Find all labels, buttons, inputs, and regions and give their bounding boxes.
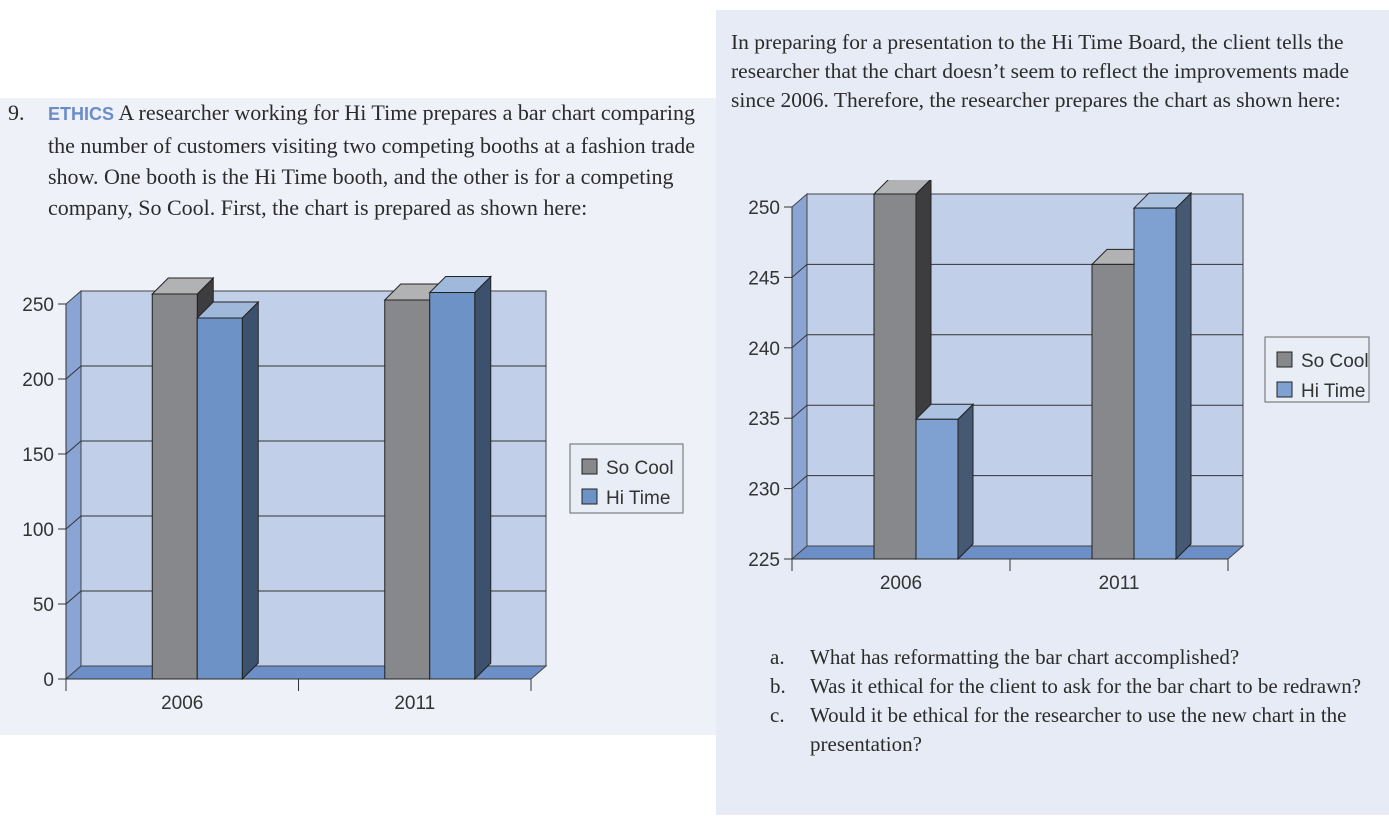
y-tick-label: 250 xyxy=(748,198,780,219)
legend-swatch xyxy=(1277,352,1292,367)
question-text: Would it be ethical for the researcher to use the new chart in the presentation? xyxy=(810,703,1347,756)
question-item xyxy=(770,701,1370,759)
y-tick-label: 230 xyxy=(748,479,780,501)
x-tick-label: 2006 xyxy=(161,693,204,714)
problem-statement xyxy=(8,97,698,223)
bar xyxy=(385,300,430,679)
question-letter: a. xyxy=(770,645,785,669)
question-text: Was it ethical for the client to ask for the bar chart to be redrawn? xyxy=(810,674,1362,698)
legend-label: Hi Time xyxy=(606,488,671,509)
y-tick-label: 0 xyxy=(43,670,54,691)
bar xyxy=(430,293,475,680)
question-text: What has reformatting the bar chart accomplished? xyxy=(810,645,1240,669)
questions-list xyxy=(770,643,1370,759)
y-tick-label: 150 xyxy=(22,445,54,466)
y-tick-label: 235 xyxy=(748,409,780,431)
chart-reformatted xyxy=(716,180,1389,600)
legend-swatch xyxy=(582,459,597,474)
x-tick-label: 2011 xyxy=(1098,573,1140,594)
chart-side-wall xyxy=(792,194,807,559)
y-tick-label: 100 xyxy=(22,520,54,541)
y-tick-label: 225 xyxy=(748,550,780,571)
y-tick-label: 245 xyxy=(748,268,780,290)
bar-side xyxy=(242,302,258,679)
chart-original xyxy=(0,260,716,730)
y-tick-label: 50 xyxy=(32,595,54,616)
ethics-tag: ETHICS xyxy=(48,104,115,124)
problem-number: 9. xyxy=(8,100,25,125)
y-tick-label: 250 xyxy=(22,295,54,316)
question-letter: c. xyxy=(770,703,785,727)
y-tick-label: 200 xyxy=(22,370,54,391)
x-tick-label: 2006 xyxy=(879,573,923,594)
bar-side xyxy=(1176,193,1191,559)
bar-side xyxy=(475,277,491,680)
x-tick-label: 2011 xyxy=(394,693,436,714)
bar xyxy=(874,194,916,559)
question-item xyxy=(770,672,1370,701)
legend-label: So Cool xyxy=(606,458,674,479)
bar-side xyxy=(958,404,973,559)
legend-swatch xyxy=(582,489,597,504)
intro-paragraph: In preparing for a presentation to the Hi Time Board, the client tells the researcher that the chart doesn’t seem to reflect the improvements made since 2006. Therefore, the researcher prepares the chart as shown here: xyxy=(731,30,1350,112)
question-letter: b. xyxy=(770,674,786,698)
bar xyxy=(152,294,197,679)
problem-text: A researcher working for Hi Time prepares a bar chart comparing the number of customers visiting two competing booths at a fashion trade show. One booth is the Hi Time booth, and the other is for a competing company, So Cool. First, the chart is prepared as shown here: xyxy=(48,100,696,220)
chart-side-wall xyxy=(66,291,81,679)
y-tick-label: 240 xyxy=(748,338,780,360)
bar xyxy=(1092,264,1134,559)
question-item xyxy=(770,643,1370,672)
bar xyxy=(197,318,242,679)
legend-label: Hi Time xyxy=(1301,381,1366,402)
bar xyxy=(1134,208,1176,559)
legend-swatch xyxy=(1277,382,1292,397)
legend-label: So Cool xyxy=(1301,351,1369,372)
bar xyxy=(916,419,958,559)
